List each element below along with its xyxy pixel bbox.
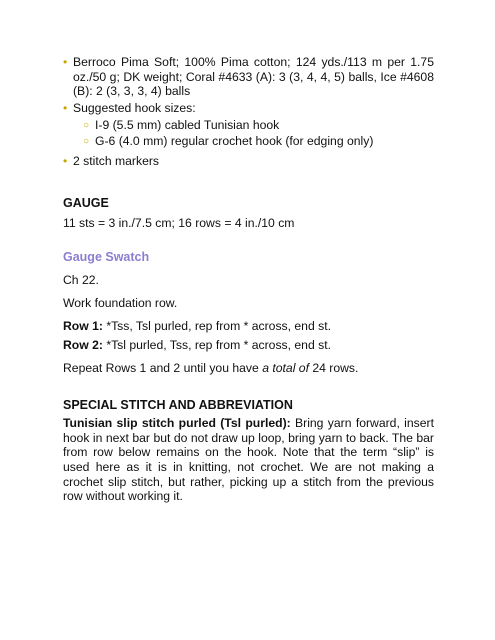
repeat-text-start: Repeat Rows 1 and 2 until you have (63, 361, 263, 376)
markers-text: 2 stitch markers (73, 153, 160, 168)
swatch-row-2 (63, 338, 434, 353)
repeat-text-emphasis: a total of (262, 361, 309, 376)
row-2-label: Row 2: (63, 338, 103, 353)
row-2-text: *Tsl purled, Tss, rep from * across, end st. (102, 338, 331, 353)
row-1-text: *Tss, Tsl purled, rep from * across, end st. (102, 319, 331, 334)
pattern-page (63, 55, 434, 504)
hook-size-item (83, 134, 434, 150)
special-stitch-heading: SPECIAL STITCH AND ABBREVIATION (63, 398, 293, 413)
bullet-icon: • (63, 153, 68, 168)
special-stitch-text: Bring yarn forward, insert hook in next bar but do not draw up loop, bring yarn to back. The bar from row below remains on the hook. Note that the term “slip” is used here as it is in knitting, not crochet. We are not making a crochet slip stitch, but rather, picking up a stitch from the previous row without working it. (63, 416, 434, 504)
gauge-swatch-heading: Gauge Swatch (63, 250, 150, 265)
hook-sizes-list (73, 118, 434, 149)
special-stitch-definition (63, 416, 434, 504)
gauge-heading: GAUGE (63, 196, 109, 211)
materials-yarn-item (63, 55, 434, 99)
circle-bullet-icon: ○ (83, 135, 90, 147)
hook-size-text: G-6 (4.0 mm) regular crochet hook (for edging only) (95, 133, 374, 148)
hook-size-item (83, 118, 434, 134)
bullet-icon: • (63, 55, 68, 69)
swatch-repeat-text (63, 361, 434, 376)
materials-hooks-item (63, 101, 434, 150)
special-stitch-term: Tunisian slip stitch purled (Tsl purled): (63, 416, 291, 431)
bullet-icon: • (63, 100, 68, 115)
hooks-label: Suggested hook sizes: (73, 100, 196, 115)
gauge-text: 11 sts = 3 in./7.5 cm; 16 rows = 4 in./10 cm (63, 216, 295, 231)
materials-list (63, 55, 434, 168)
materials-markers-item (63, 154, 434, 169)
swatch-row-1 (63, 319, 434, 334)
circle-bullet-icon: ○ (83, 120, 90, 132)
hook-size-text: I-9 (5.5 mm) cabled Tunisian hook (95, 118, 280, 133)
row-1-label: Row 1: (63, 319, 103, 334)
repeat-text-end: 24 rows. (308, 361, 359, 376)
swatch-foundation-text: Work foundation row. (63, 296, 178, 311)
swatch-chain-text: Ch 22. (63, 273, 99, 288)
yarn-text: Berroco Pima Soft; 100% Pima cotton; 124 yds./113 m per 1.75 oz./50 g; DK weight; Coral #4633 (A): 3 (3, 4, 4, 5) balls, Ice #4608 (B): 2 (3, 3, 3, 4) balls (73, 55, 434, 99)
